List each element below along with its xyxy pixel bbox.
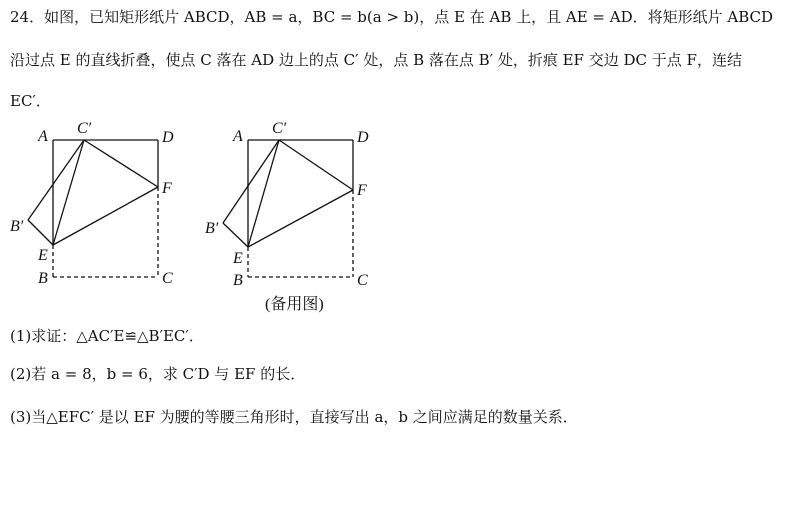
figure-caption: (备用图) — [265, 296, 324, 313]
segment-b-prime-e — [223, 223, 248, 247]
problem-statement-line-2: 沿过点 E 的直线折叠，使点 C 落在 AD 边上的点 C′ 处，点 B 落在点 B′ 处，折痕 EF 交边 DC 于点 F，连结 — [10, 51, 742, 69]
label-f: F — [162, 180, 172, 197]
segment-c-prime-b-prime — [28, 140, 84, 220]
segment-ec-prime — [248, 140, 279, 247]
label-a: A — [38, 128, 48, 145]
label-c-prime: C′ — [77, 120, 92, 137]
geometry-figure-main — [0, 115, 200, 295]
segment-c-prime-b-prime — [223, 140, 279, 223]
label-f: F — [357, 182, 367, 199]
question-2: (2)若 a = 8，b = 6，求 C′D 与 EF 的长． — [10, 365, 306, 383]
label-e: E — [233, 250, 243, 267]
label-c-prime: C′ — [272, 120, 287, 137]
label-d: D — [162, 129, 174, 146]
label-b-prime: B′ — [10, 218, 24, 235]
fold-crease-ef — [53, 187, 158, 245]
label-a: A — [233, 128, 243, 145]
label-c: C — [162, 270, 173, 287]
label-d: D — [357, 129, 369, 146]
problem-statement-line-1: 24．如图，已知矩形纸片 ABCD，AB = a，BC = b(a > b)，点 E 在 AB 上，且 AE = AD．将矩形纸片 ABCD — [10, 8, 774, 26]
segment-c-prime-f — [279, 140, 353, 190]
segment-c-prime-f — [84, 140, 158, 187]
fold-crease-ef — [248, 190, 353, 247]
label-e: E — [38, 247, 48, 264]
segment-ec-prime — [53, 140, 84, 245]
geometry-figure-backup — [195, 115, 395, 315]
label-b: B — [233, 272, 243, 289]
label-b-prime: B′ — [205, 220, 219, 237]
question-1: (1)求证：△AC′E≌△B′EC′． — [10, 327, 204, 345]
label-c: C — [357, 272, 368, 289]
problem-statement-line-3: EC′． — [10, 92, 51, 110]
question-3: (3)当△EFC′ 是以 EF 为腰的等腰三角形时，直接写出 a，b 之间应满足的数量关系． — [10, 408, 578, 426]
segment-b-prime-e — [28, 220, 53, 245]
label-b: B — [38, 270, 48, 287]
